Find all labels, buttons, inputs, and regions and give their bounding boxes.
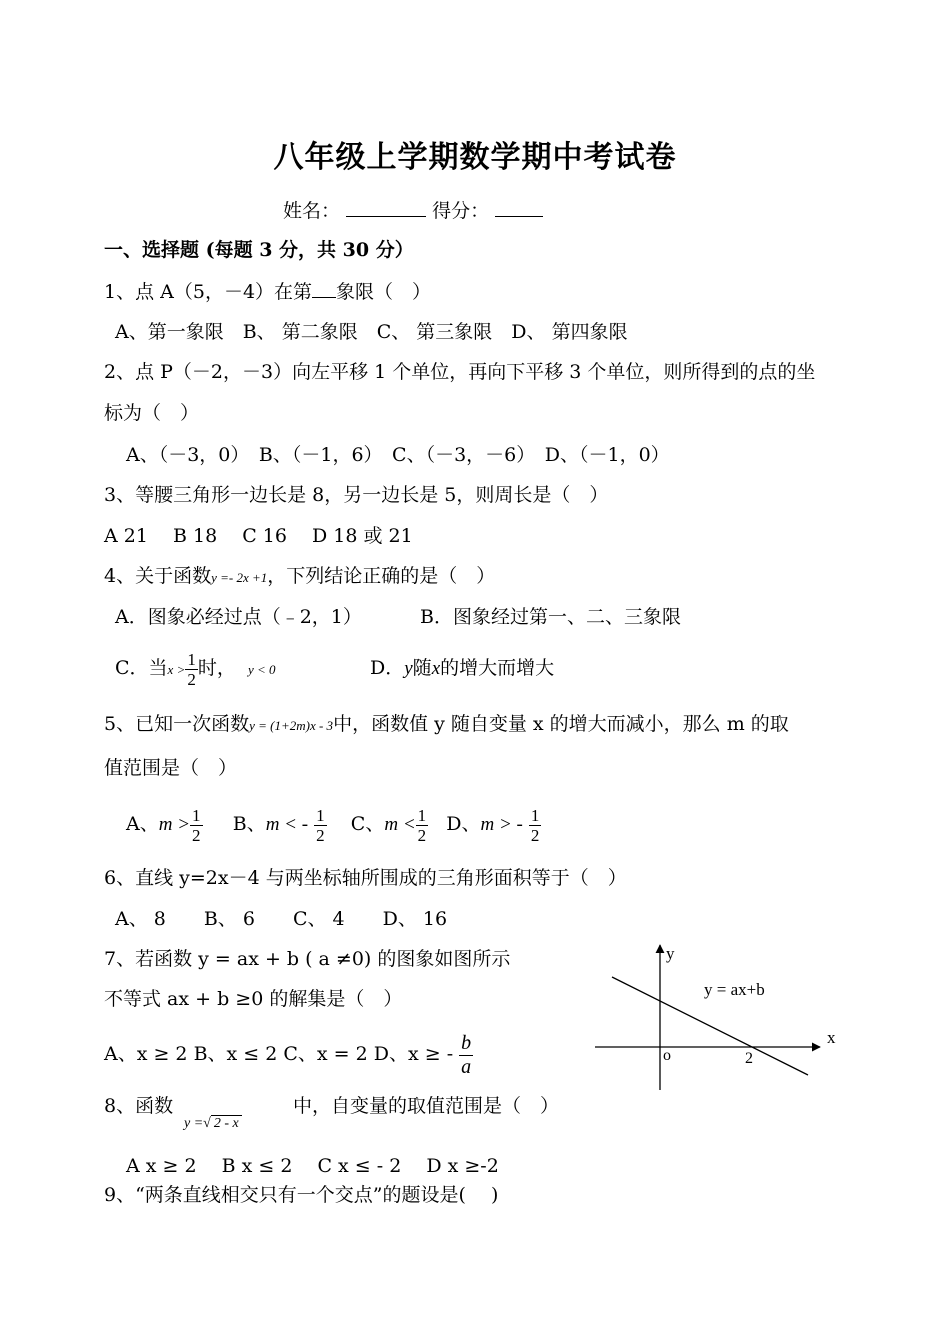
q4-optd-y: y	[404, 658, 413, 679]
q8-options: A x ≥ 2 B x ≤ 2 C x ≤ - 2 D x ≥-2	[126, 1155, 499, 1177]
q5-optd-expr: m > -	[480, 814, 523, 835]
q5-optb-den: 2	[316, 825, 325, 845]
q4-optc-num: 1	[187, 649, 196, 669]
q1-blank[interactable]	[312, 279, 336, 298]
q5-optc-label: C、	[350, 813, 385, 835]
q7-frac-den: a	[461, 1055, 472, 1078]
score-label: 得分：	[432, 200, 490, 222]
q4-optc-y: y < 0	[247, 662, 276, 677]
q4-formula: y =- 2x +1	[211, 570, 268, 585]
q5-optc-den: 2	[417, 825, 427, 845]
q4-stem-a: 4、关于函数	[104, 565, 212, 587]
tick-label: 2	[745, 1050, 753, 1067]
q5-stem-b: 中，函数值 y 随自变量 x 的增大而减小，那么 m 的取	[333, 713, 789, 735]
q4-optc-den: 2	[187, 669, 196, 689]
q4-option-b: B．图象经过第一、二、三象限	[420, 606, 681, 628]
q7-stem-line2: 不等式 ax + b ≥0 的解集是（ ）	[104, 988, 403, 1010]
q4-optd-x: x	[431, 658, 441, 679]
line-label: y = ax+b	[704, 980, 765, 999]
q5-optb-expr: m < -	[265, 814, 309, 835]
q5-opta-fraction	[190, 806, 203, 845]
q3-options: A 21 B 18 C 16 D 18 或 21	[104, 525, 413, 547]
name-label: 姓名：	[283, 200, 341, 222]
question-1	[104, 279, 431, 304]
q5-opta-expr: m >	[158, 814, 191, 835]
q4-optc-x: x >	[167, 662, 186, 677]
q5-optb-label: B、	[232, 813, 266, 835]
q5-optc-expr: m <	[384, 814, 416, 835]
q4-optc-a: C．当	[115, 657, 168, 679]
q5-optc-num: 1	[417, 805, 427, 825]
q8-formula: y =√ 2 - x	[184, 1112, 242, 1136]
page-title: 八年级上学期数学期中考试卷	[273, 140, 677, 175]
q5-options	[126, 802, 541, 847]
q4-optd-c: 的增大而增大	[440, 657, 555, 679]
q5-optc-fraction	[416, 806, 429, 845]
q6-options: A、 8 B、 6 C、 4 D、 16	[115, 908, 448, 930]
q8-formula-y: y =	[184, 1116, 204, 1131]
q5-optb-fraction	[314, 806, 327, 845]
question-5	[104, 712, 789, 738]
x-axis-label: x	[827, 1028, 836, 1047]
name-blank[interactable]	[346, 198, 426, 217]
q2-options: A、（－3，0） B、（－1，6） C、（－3，－6） D、（－1，0）	[126, 444, 670, 466]
q5-stem-line2: 值范围是（ ）	[104, 757, 238, 779]
q4-optc-b: 时，	[197, 657, 236, 679]
origin-label: o	[663, 1047, 671, 1064]
q4-optc-fraction	[185, 650, 198, 689]
q4-option-c	[115, 648, 276, 690]
q1-stem-a: 1、点 A（5，－4）在第	[104, 281, 313, 303]
q4-option-d	[370, 656, 554, 681]
q7-graph	[590, 935, 850, 1095]
q4-stem-b: ，下列结论正确的是（ ）	[267, 565, 496, 587]
q5-opta-num: 1	[192, 805, 201, 825]
q7-fraction	[459, 1032, 473, 1079]
question-4	[104, 564, 495, 590]
q5-optd-label: D、	[446, 813, 481, 835]
q9-stem: 9、“两条直线相交只有一个交点”的题设是( )	[104, 1184, 499, 1206]
q8-stem-a: 8、函数	[104, 1095, 174, 1117]
y-axis-label: y	[666, 944, 675, 963]
q7-options	[104, 1028, 473, 1080]
q1-options: A、第一象限 B、 第二象限 C、 第三象限 D、 第四象限	[115, 321, 628, 343]
q6-stem: 6、直线 y=2x－4 与两坐标轴所围成的三角形面积等于（ ）	[104, 867, 627, 889]
q5-stem-a: 5、已知一次函数	[104, 713, 250, 735]
q5-formula: y = (1+2m)x - 3	[249, 718, 334, 733]
q4-optd-b: 随	[412, 657, 432, 679]
q7-stem-line1: 7、若函数 y = ax + b ( a ≠0) 的图象如图所示	[104, 948, 511, 970]
q5-optd-fraction	[529, 806, 542, 845]
q5-optd-num: 1	[530, 805, 540, 825]
q2-stem-line1: 2、点 P（－2，－3）向左平移 1 个单位，再向下平移 3 个单位，则所得到的点的坐	[104, 361, 816, 383]
name-score-line	[283, 198, 543, 223]
q5-optb-num: 1	[316, 805, 325, 825]
section-heading: 一、选择题 (每题 3 分，共 30 分）	[104, 239, 414, 261]
q7-options-text: A、x ≥ 2 B、x ≤ 2 C、x = 2 D、x ≥ -	[104, 1043, 454, 1065]
q4-option-a: A．图象必经过点（﹣2，1）	[115, 606, 362, 628]
q1-stem-b: 象限（ ）	[336, 281, 432, 303]
q8-formula-radicand: 2 - x	[211, 1115, 242, 1131]
q5-optd-den: 2	[530, 825, 540, 845]
score-blank[interactable]	[495, 198, 543, 217]
q5-opta-label: A、	[126, 813, 159, 835]
q5-opta-den: 2	[192, 825, 201, 845]
q2-stem-line2: 标为（ ）	[104, 402, 200, 424]
q8-stem-b: 中，自变量的取值范围是（ ）	[293, 1095, 560, 1117]
q3-stem: 3、等腰三角形一边长是 8，另一边长是 5，则周长是（ ）	[104, 484, 609, 506]
q7-frac-num: b	[461, 1031, 472, 1054]
q4-optd-a: D．	[370, 657, 405, 679]
